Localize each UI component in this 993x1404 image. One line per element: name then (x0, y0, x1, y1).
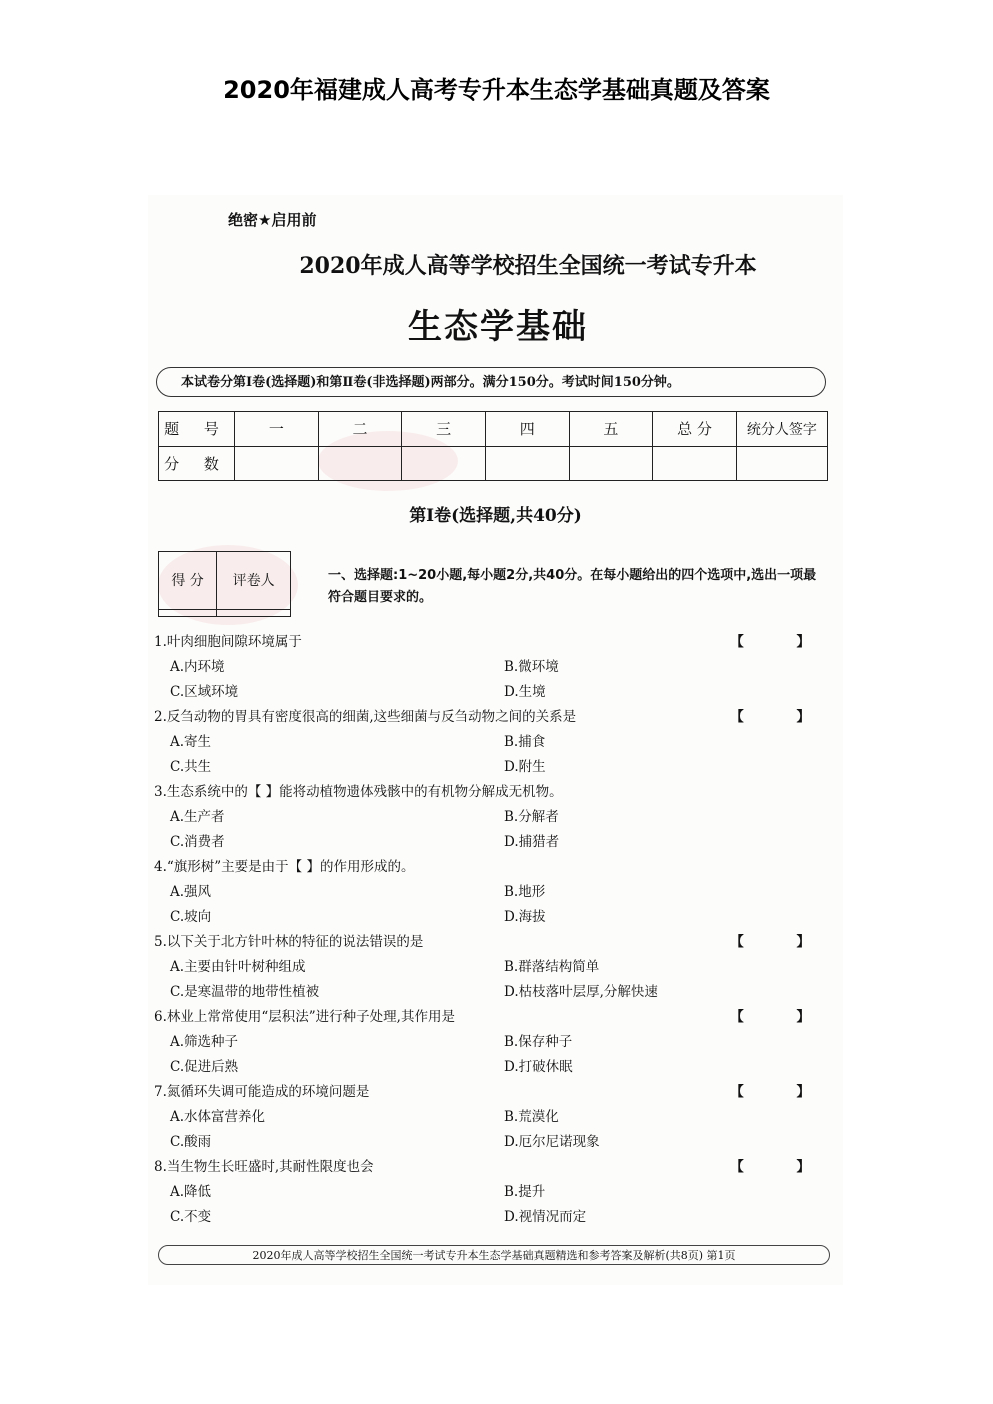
question-text: 1.叶肉细胞间隙环境属于 (154, 634, 302, 650)
answer-option[interactable]: D.附生 (504, 759, 546, 775)
answer-option[interactable]: C.促进后熟 (170, 1059, 239, 1075)
question-stem (154, 1005, 834, 1030)
question-text: 6.林业上常常使用“层积法”进行种子处理,其作用是 (154, 1009, 455, 1025)
score-table-header-row (159, 412, 828, 447)
answer-option[interactable]: C.不变 (170, 1209, 212, 1225)
option-row (154, 955, 834, 980)
answer-option[interactable]: B.捕食 (504, 734, 546, 750)
grader-name-label: 评卷人 (217, 552, 291, 610)
question-list (154, 630, 834, 1230)
option-row (154, 1105, 834, 1130)
question-stem (154, 1155, 834, 1180)
question-stem (154, 855, 834, 880)
answer-bracket[interactable]: 【 】 (730, 1009, 834, 1025)
answer-option[interactable]: D.枯枝落叶层厚,分解快速 (504, 984, 658, 1000)
question-stem (154, 630, 834, 655)
answer-option[interactable]: C.共生 (170, 759, 212, 775)
question-text: 8.当生物生长旺盛时,其耐性限度也会 (154, 1159, 374, 1175)
score-input-cell[interactable] (318, 446, 402, 481)
option-row (154, 880, 834, 905)
answer-option[interactable]: A.筛选种子 (170, 1034, 239, 1050)
answer-option[interactable]: B.地形 (504, 884, 546, 900)
confidential-label: 绝密★启用前 (228, 211, 317, 229)
option-row (154, 830, 834, 855)
option-row (154, 1055, 834, 1080)
answer-bracket[interactable]: 【 】 (730, 634, 834, 650)
option-row (154, 1205, 834, 1230)
score-table-cell: 题 号 (159, 412, 235, 447)
answer-option[interactable]: A.寄生 (170, 734, 212, 750)
grader-score-label: 得 分 (159, 552, 217, 610)
answer-option[interactable]: A.生产者 (170, 809, 225, 825)
option-row (154, 655, 834, 680)
score-input-cell[interactable] (569, 446, 653, 481)
question-stem (154, 705, 834, 730)
answer-option[interactable]: A.主要由针叶树种组成 (170, 959, 306, 975)
answer-option[interactable]: A.强风 (170, 884, 212, 900)
document-title: 2020年福建成人高考专升本生态学基础真题及答案 (223, 76, 770, 104)
option-row (154, 755, 834, 780)
option-row (154, 1130, 834, 1155)
option-row (154, 905, 834, 930)
answer-option[interactable]: B.提升 (504, 1184, 546, 1200)
score-table-cell: 五 (569, 412, 653, 447)
grader-table (158, 551, 291, 617)
answer-option[interactable]: A.内环境 (170, 659, 225, 675)
question-text: 3.生态系统中的【 】能将动植物遗体残骸中的有机物分解成无机物。 (154, 784, 563, 800)
answer-option[interactable]: D.捕猎者 (504, 834, 560, 850)
answer-option[interactable]: C.区域环境 (170, 684, 239, 700)
score-input-cell[interactable] (736, 446, 827, 481)
score-input-cell[interactable] (235, 446, 319, 481)
question-text: 7.氮循环失调可能造成的环境问题是 (154, 1084, 370, 1100)
question-stem (154, 1080, 834, 1105)
answer-option[interactable]: B.保存种子 (504, 1034, 573, 1050)
score-table-cell: 三 (402, 412, 486, 447)
score-row-label: 分 数 (159, 446, 235, 481)
option-row (154, 680, 834, 705)
answer-bracket[interactable]: 【 】 (730, 934, 834, 950)
score-table-cell: 一 (235, 412, 319, 447)
option-row (154, 980, 834, 1005)
score-input-cell[interactable] (402, 446, 486, 481)
answer-option[interactable]: B.群落结构简单 (504, 959, 600, 975)
score-table-cell: 总 分 (653, 412, 737, 447)
answer-option[interactable]: A.水体富营养化 (170, 1109, 266, 1125)
grader-score-cell[interactable] (159, 609, 217, 617)
option-row (154, 730, 834, 755)
subject-title: 生态学基础 (408, 307, 588, 347)
score-table-cell: 二 (318, 412, 402, 447)
part-one-title: 第Ⅰ卷(选择题,共40分) (409, 506, 582, 526)
answer-bracket[interactable]: 【 】 (730, 709, 834, 725)
answer-option[interactable]: C.坡向 (170, 909, 212, 925)
answer-option[interactable]: D.海拔 (504, 909, 546, 925)
score-table (158, 411, 828, 481)
answer-option[interactable]: A.降低 (170, 1184, 212, 1200)
exam-notice: 本试卷分第Ⅰ卷(选择题)和第Ⅱ卷(非选择题)两部分。满分150分。考试时间150分钟。 (156, 367, 826, 397)
option-row (154, 1030, 834, 1055)
page-footer: 2020年成人高等学校招生全国统一考试专升本生态学基础真题精选和参考答案及解析(共8页) 第1页 (158, 1245, 830, 1265)
exam-title: 2020年成人高等学校招生全国统一考试专升本 (299, 253, 757, 279)
answer-bracket[interactable]: 【 】 (730, 1159, 834, 1175)
answer-option[interactable]: B.分解者 (504, 809, 559, 825)
question-text: 2.反刍动物的胃具有密度很高的细菌,这些细菌与反刍动物之间的关系是 (154, 709, 577, 725)
question-stem (154, 930, 834, 955)
answer-option[interactable]: C.酸雨 (170, 1134, 212, 1150)
answer-option[interactable]: D.打破休眠 (504, 1059, 573, 1075)
question-stem (154, 780, 834, 805)
question-text: 4.“旗形树”主要是由于【 】的作用形成的。 (154, 859, 415, 875)
grader-name-cell[interactable] (217, 609, 291, 617)
option-row (154, 1180, 834, 1205)
scanned-exam-page (148, 195, 843, 1285)
score-table-score-row (159, 446, 828, 481)
question-text: 5.以下关于北方针叶林的特征的说法错误的是 (154, 934, 424, 950)
score-input-cell[interactable] (485, 446, 569, 481)
answer-option[interactable]: C.是寒温带的地带性植被 (170, 984, 320, 1000)
answer-option[interactable]: D.视情况而定 (504, 1209, 587, 1225)
answer-option[interactable]: C.消费者 (170, 834, 225, 850)
section-instructions: 一、选择题:1~20小题,每小题2分,共40分。在每小题给出的四个选项中,选出一项最符合题目要求的。 (328, 568, 817, 605)
answer-option[interactable]: D.生境 (504, 684, 546, 700)
answer-option[interactable]: B.荒漠化 (504, 1109, 559, 1125)
answer-bracket[interactable]: 【 】 (730, 1084, 834, 1100)
score-input-cell[interactable] (653, 446, 737, 481)
answer-option[interactable]: B.微环境 (504, 659, 559, 675)
option-row (154, 805, 834, 830)
score-table-cell: 统分人签字 (736, 412, 827, 447)
score-table-cell: 四 (485, 412, 569, 447)
answer-option[interactable]: D.厄尔尼诺现象 (504, 1134, 600, 1150)
